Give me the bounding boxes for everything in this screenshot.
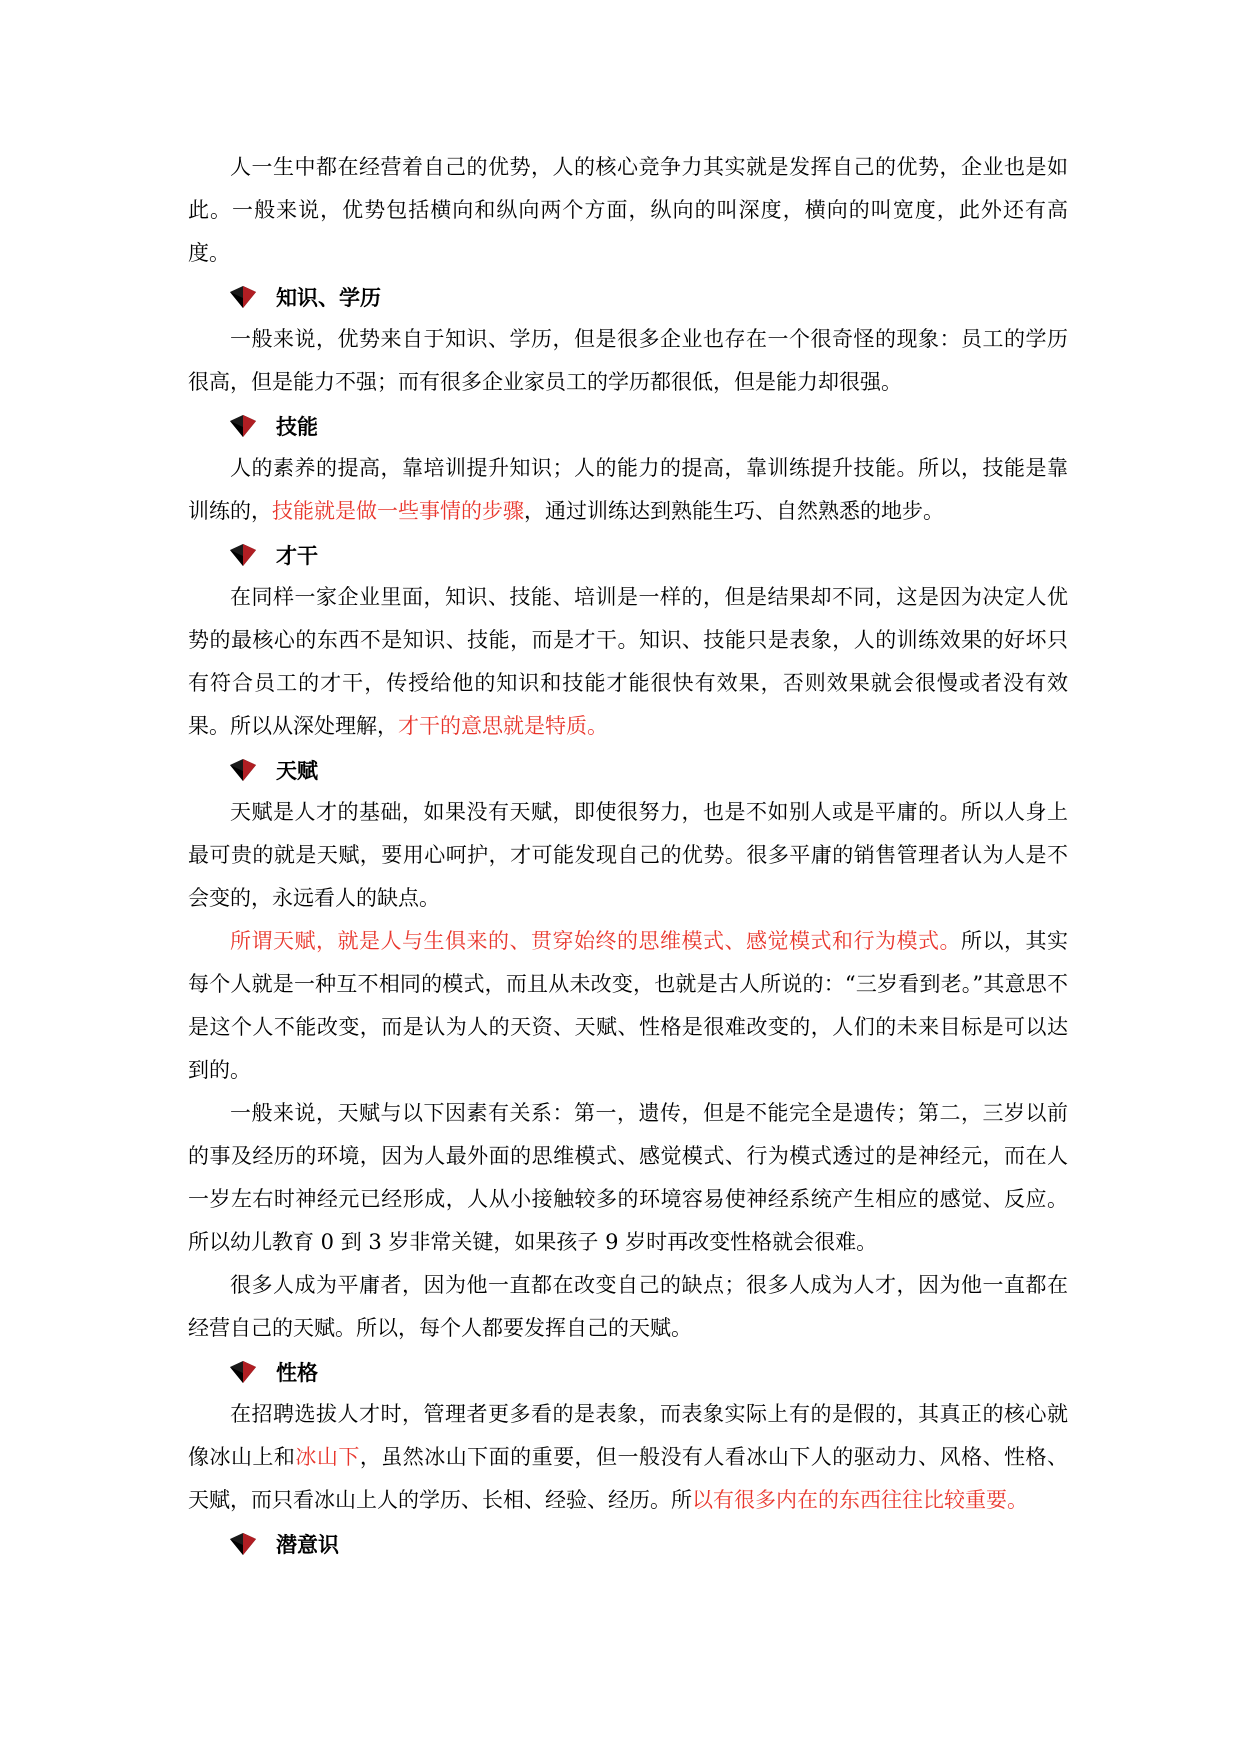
highlight-text: 以有很多内在的东西往往比较重要。 (692, 1488, 1028, 1512)
arrow-bullet-icon (230, 759, 256, 781)
section-title: 技能 (276, 414, 318, 439)
section-title: 天赋 (276, 758, 318, 783)
skill-paragraph: 人的素养的提高，靠培训提升知识；人的能力的提高，靠训练提升技能。所以，技能是靠训练的，技能就是做一些事情的步骤，通过训练达到熟能生巧、自然熟悉的地步。 (188, 456, 1068, 523)
section-heading-subconscious (188, 1522, 1068, 1565)
section-heading-knowledge (188, 275, 1068, 318)
section-heading-talent (188, 533, 1068, 576)
highlight-text: 才干的意思就是特质。 (398, 714, 608, 738)
document-page (188, 146, 1068, 1565)
talent-paragraph: 在同样一家企业里面，知识、技能、培训是一样的，但是结果却不同，这是因为决定人优势的最核心的东西不是知识、技能，而是才干。知识、技能只是表象，人的训练效果的好坏只有符合员工的才干，传授给他的知识和技能才能很快有效果，否则效果就会很慢或者没有效果。所以从深处理解，才干的意思就是特质。 (188, 585, 1068, 738)
highlight-text: 所谓天赋，就是人与生俱来的、贯穿始终的思维模式、感觉模式和行为模式。 (230, 929, 961, 953)
arrow-bullet-icon (230, 544, 256, 566)
arrow-bullet-icon (230, 1361, 256, 1383)
personality-paragraph: 在招聘选拔人才时，管理者更多看的是表象，而表象实际上有的是假的，其真正的核心就像冰山上和冰山下，虽然冰山下面的重要，但一般没有人看冰山下人的驱动力、风格、性格、天赋，而只看冰山上人的学历、长相、经验、经历。所以有很多内在的东西往往比较重要。 (188, 1402, 1069, 1512)
section-title: 才干 (276, 543, 318, 568)
gift-paragraph-2: 所谓天赋，就是人与生俱来的、贯穿始终的思维模式、感觉模式和行为模式。所以，其实每个人就是一种互不相同的模式，而且从未改变，也就是古人所说的：“三岁看到老。”其意思不是这个人不能改变，而是认为人的天资、天赋、性格是很难改变的，人们的未来目标是可以达到的。 (188, 929, 1068, 1082)
gift-paragraph-3: 一般来说，天赋与以下因素有关系：第一，遗传，但是不能完全是遗传；第二，三岁以前的事及经历的环境，因为人最外面的思维模式、感觉模式、行为模式透过的是神经元，而在人一岁左右时神经元已经形成，人从小接触较多的环境容易使神经系统产生相应的感觉、反应。所以幼儿教育 0 到 3 岁非常关键，如果孩子 9 岁时再改变性格就会很难。 (188, 1101, 1068, 1254)
section-title: 性格 (276, 1360, 318, 1385)
arrow-bullet-icon (230, 286, 256, 308)
gift-paragraph-4: 很多人成为平庸者，因为他一直都在改变自己的缺点；很多人成为人才，因为他一直都在经营自己的天赋。所以，每个人都要发挥自己的天赋。 (188, 1273, 1068, 1340)
section-heading-personality (188, 1350, 1068, 1393)
intro-paragraph: 人一生中都在经营着自己的优势，人的核心竞争力其实就是发挥自己的优势，企业也是如此。一般来说，优势包括横向和纵向两个方面，纵向的叫深度，横向的叫宽度，此外还有高度。 (188, 155, 1068, 265)
section-heading-skill (188, 404, 1068, 447)
gift-paragraph-1: 天赋是人才的基础，如果没有天赋，即使很努力，也是不如别人或是平庸的。所以人身上最可贵的就是天赋，要用心呵护，才可能发现自己的优势。很多平庸的销售管理者认为人是不会变的，永远看人的缺点。 (188, 800, 1068, 910)
section-title: 潜意识 (276, 1532, 339, 1557)
highlight-text: 技能就是做一些事情的步骤 (272, 499, 524, 523)
section-title: 知识、学历 (276, 285, 381, 310)
arrow-bullet-icon (230, 1533, 256, 1555)
highlight-text: 冰山下 (295, 1445, 360, 1469)
knowledge-paragraph: 一般来说，优势来自于知识、学历，但是很多企业也存在一个很奇怪的现象：员工的学历很高，但是能力不强；而有很多企业家员工的学历都很低，但是能力却很强。 (188, 327, 1068, 394)
arrow-bullet-icon (230, 415, 256, 437)
section-heading-gift (188, 748, 1068, 791)
